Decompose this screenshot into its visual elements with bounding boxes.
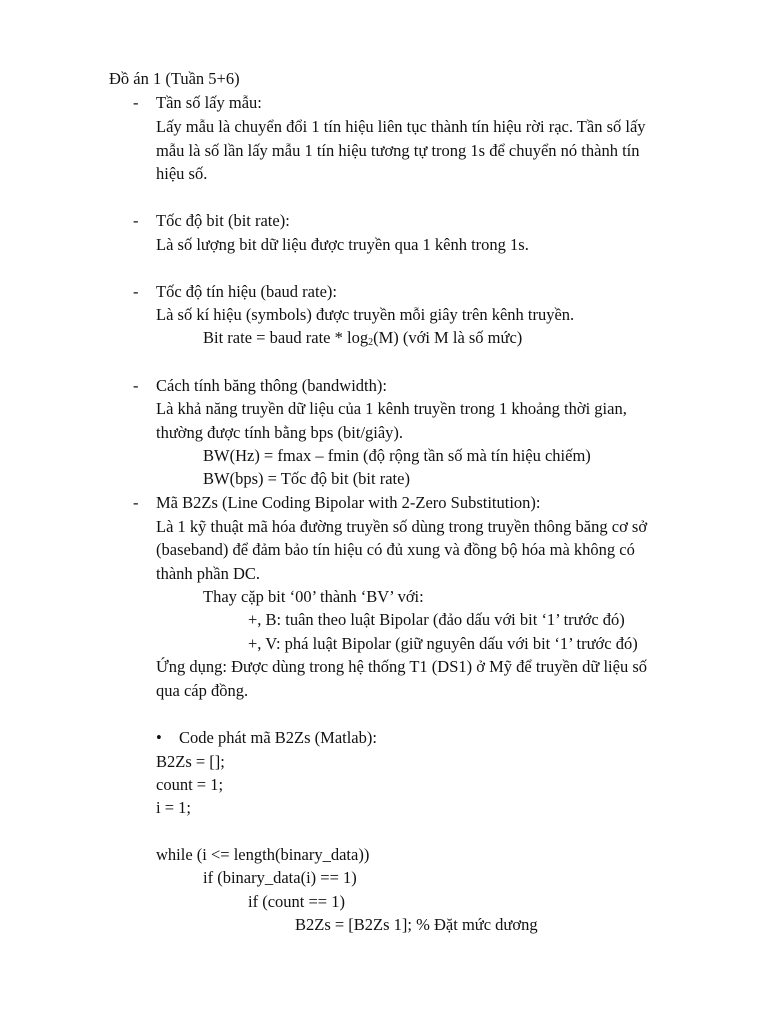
formula-bw-hz: BW(Hz) = fmax – fmin (độ rộng tần số mà tín hiệu chiếm) (203, 446, 591, 465)
replace-rule-intro: Thay cặp bit ‘00’ thành ‘BV’ với: (203, 587, 424, 606)
rule-b: +, B: tuân theo luật Bipolar (đảo dấu với bit ‘1’ trước đó) (248, 610, 625, 629)
list-dash: - (133, 211, 139, 230)
formula-text: Bit rate = baud rate * log (203, 328, 369, 347)
formula-bitrate (203, 330, 522, 348)
paragraph-line: Lấy mẫu là chuyển đổi 1 tín hiệu liên tục thành tín hiệu rời rạc. Tần số lấy (156, 117, 646, 136)
paragraph-line: Là số lượng bit dữ liệu được truyền qua 1 kênh trong 1s. (156, 235, 529, 254)
code-line: if (count == 1) (248, 892, 345, 911)
paragraph-line: thành phần DC. (156, 564, 261, 583)
list-dash: - (133, 282, 139, 301)
formula-text: (M) (với M là số mức) (373, 328, 523, 347)
list-dash: - (133, 93, 139, 112)
application-line: qua cáp đồng. (156, 681, 249, 700)
rule-v: +, V: phá luật Bipolar (giữ nguyên dấu với bit ‘1’ trước đó) (248, 634, 638, 653)
list-dash: - (133, 376, 139, 395)
bullet-icon: • (156, 728, 162, 747)
code-line: if (binary_data(i) == 1) (203, 868, 357, 887)
paragraph-line: thường được tính bằng bps (bit/giây). (156, 423, 404, 442)
paragraph-line: mẫu là số lần lấy mẫu 1 tín hiệu tương tự trong 1s để chuyển nó thành tín (156, 141, 640, 160)
section-heading-b2zs: Mã B2Zs (Line Coding Bipolar with 2-Zero Substitution): (156, 493, 541, 512)
code-heading: Code phát mã B2Zs (Matlab): (179, 728, 377, 747)
section-heading-bandwidth: Cách tính băng thông (bandwidth): (156, 376, 387, 395)
code-line: i = 1; (156, 798, 191, 817)
code-line: while (i <= length(binary_data)) (156, 845, 370, 864)
paragraph-line: Là khả năng truyền dữ liệu của 1 kênh truyền trong 1 khoảng thời gian, (156, 399, 627, 418)
paragraph-line: Là số kí hiệu (symbols) được truyền mỗi giây trên kênh truyền. (156, 305, 575, 324)
paragraph-line: hiệu số. (156, 164, 208, 183)
formula-bw-bps: BW(bps) = Tốc độ bit (bit rate) (203, 469, 410, 488)
paragraph-line: (baseband) để đảm bảo tín hiệu có đủ xung và đồng bộ hóa mà không có (156, 540, 635, 559)
formula-subscript: 2 (368, 337, 374, 348)
section-heading-bitrate: Tốc độ bit (bit rate): (156, 211, 290, 230)
code-line: B2Zs = []; (156, 752, 225, 771)
code-line: count = 1; (156, 775, 224, 794)
section-heading-sampling: Tần số lấy mẫu: (156, 93, 262, 112)
section-heading-baudrate: Tốc độ tín hiệu (baud rate): (156, 282, 337, 301)
list-dash: - (133, 493, 139, 512)
code-line: B2Zs = [B2Zs 1]; % Đặt mức dương (295, 915, 538, 934)
application-line: Ứng dụng: Được dùng trong hệ thống T1 (DS1) ở Mỹ để truyền dữ liệu số (156, 657, 647, 676)
paragraph-line: Là 1 kỹ thuật mã hóa đường truyền số dùng trong truyền thông băng cơ sở (156, 517, 648, 536)
doc-title: Đồ án 1 (Tuần 5+6) (109, 69, 240, 88)
